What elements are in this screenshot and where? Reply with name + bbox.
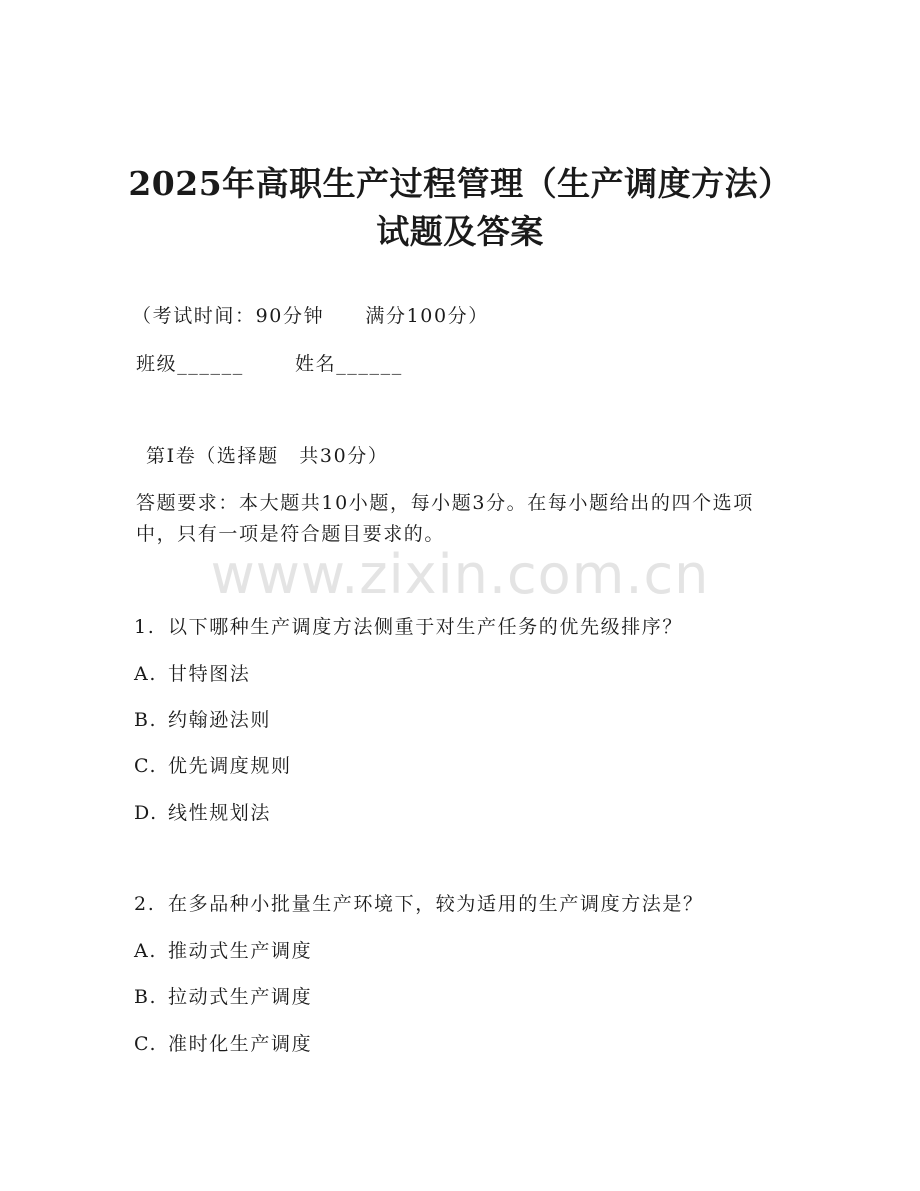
option-letter: A.	[134, 663, 157, 685]
option-letter: C.	[134, 755, 158, 777]
option-letter: C.	[134, 1033, 158, 1055]
question-text: 在多品种小批量生产环境下，较为适用的生产调度方法是？	[168, 893, 704, 915]
question-2	[134, 889, 704, 916]
option-text: 准时化生产调度	[168, 1033, 313, 1055]
instructions-line2: 中，只有一项是符合题目要求的。	[136, 523, 446, 545]
watermark: www.zixin.com.cn	[210, 543, 710, 606]
question-1-option-c	[134, 751, 292, 778]
option-text: 优先调度规则	[168, 755, 292, 777]
question-2-option-b	[134, 982, 312, 1009]
question-text: 以下哪种生产调度方法侧重于对生产任务的优先级排序？	[168, 616, 684, 638]
question-1-option-d	[134, 798, 271, 825]
option-text: 线性规划法	[168, 802, 272, 824]
exam-info: （考试时间：90分钟 满分100分）	[132, 305, 489, 327]
option-letter: D.	[134, 802, 158, 824]
question-2-option-a	[134, 936, 312, 963]
question-1-option-a	[134, 659, 250, 686]
question-2-option-c	[134, 1029, 312, 1056]
option-text: 推动式生产调度	[168, 940, 313, 962]
option-letter: A.	[134, 940, 157, 962]
option-letter: B.	[134, 709, 158, 731]
option-letter: B.	[134, 986, 158, 1008]
question-number: 1.	[134, 616, 156, 638]
option-text: 拉动式生产调度	[168, 986, 313, 1008]
question-number: 2.	[134, 893, 156, 915]
question-1	[134, 612, 683, 639]
name-field: 姓名______	[295, 353, 403, 375]
section-heading: 第Ⅰ卷（选择题 共30分）	[146, 445, 389, 467]
instructions-line1: 答题要求：本大题共10小题，每小题3分。在每小题给出的四个选项	[136, 492, 754, 514]
document-title-line2: 试题及答案	[376, 212, 544, 251]
option-text: 甘特图法	[168, 663, 251, 685]
option-text: 约翰逊法则	[168, 709, 272, 731]
question-1-option-b	[134, 705, 271, 732]
document-title-line1: 2025年高职生产过程管理（生产调度方法）	[128, 164, 792, 203]
class-field: 班级______	[136, 353, 244, 375]
